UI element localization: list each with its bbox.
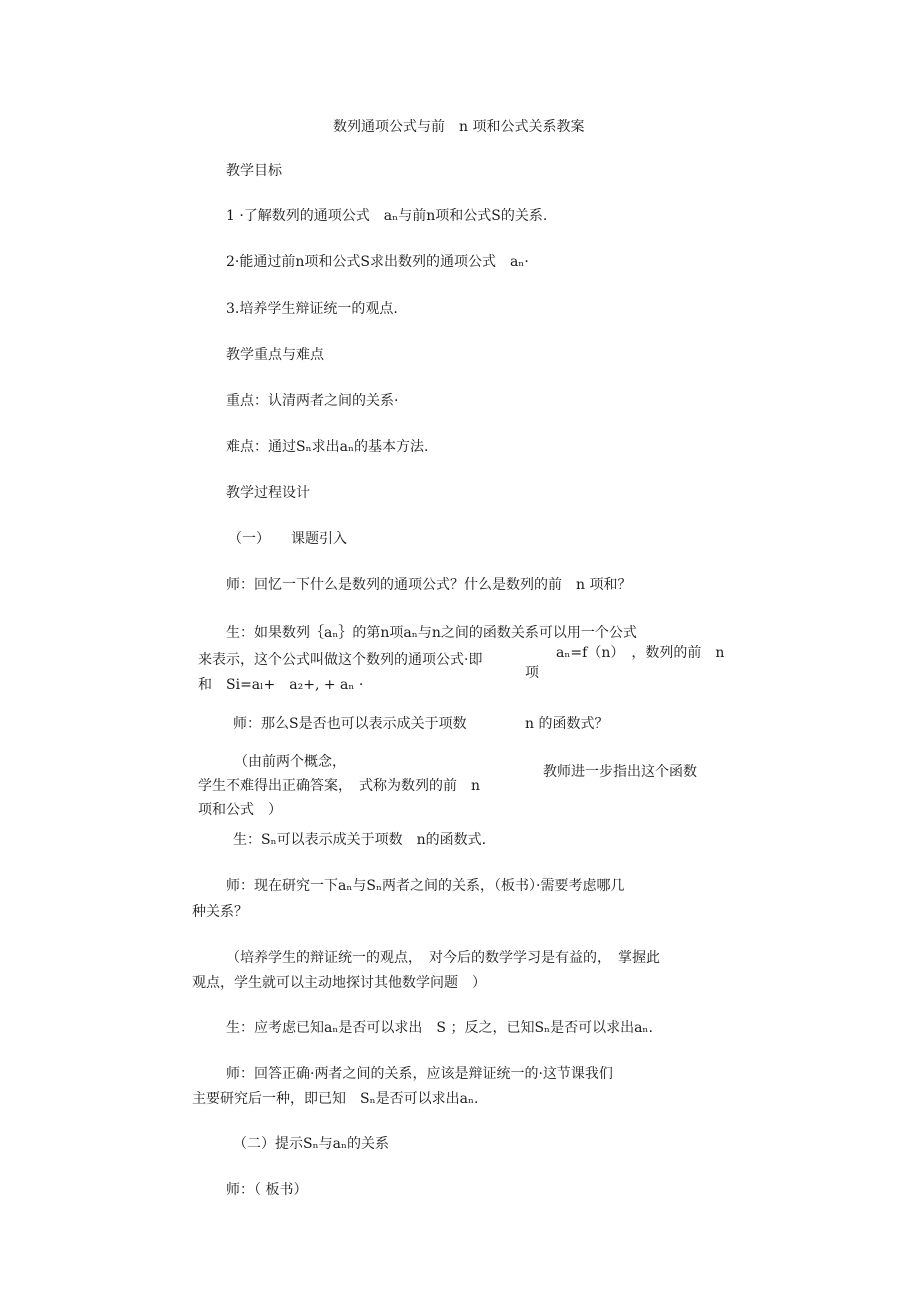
paragraph-teacher-confirm-line-1: 师：回答正确·两者之间的关系，应该是辩证统一的·这节课我们	[226, 1066, 613, 1082]
section-1-heading: （一） 课题引入	[228, 531, 347, 547]
paragraph-teacher-relation-line-2: 种关系？	[192, 904, 248, 920]
paragraph-student-line-1: 生：如果数列｛aₙ｝的第n项aₙ与n之间的函数关系可以用一个公式	[226, 625, 637, 641]
note-line-2: 学生不难得出正确答案， 式称为数列的前 n	[198, 778, 481, 794]
paragraph-teacher-question-2-left: 师：那么S是否也可以表示成关于项数	[233, 716, 467, 732]
paragraph-teacher-question-2-right: n 的函数式？	[525, 716, 609, 732]
heading-process: 教学过程设计	[226, 485, 310, 501]
note-dialectic-line-2: 观点，学生就可以主动地探讨其他数学问题 ）	[192, 975, 486, 991]
note-right-text: 教师进一步指出这个函数	[543, 764, 697, 780]
note-line-1: （由前两个概念，	[234, 754, 346, 770]
note-line-3: 项和公式 ）	[198, 802, 282, 818]
paragraph-student-formula: aₙ=f（n） ，数列的前 n	[556, 645, 725, 661]
goal-item-3: 3.培养学生辩证统一的观点.	[226, 301, 398, 317]
paragraph-student-answer: 生：Sₙ可以表示成关于项数 n的函数式.	[233, 832, 487, 848]
paragraph-teacher-board: 师：（ 板书）	[226, 1182, 308, 1198]
paragraph-student-line-3: 和 Si=aₗ+ a₂+, + aₙ ·	[198, 677, 364, 693]
difficulty-text: 难点：通过Sₙ求出aₙ的基本方法.	[226, 439, 429, 455]
heading-key-points: 教学重点与难点	[226, 347, 324, 363]
paragraph-teacher-relation-line-1: 师：现在研究一下aₙ与Sₙ两者之间的关系，（板书）·需要考虑哪几	[226, 878, 625, 894]
paragraph-student-consider: 生：应考虑已知aₙ是否可以求出 S ；反之，已知Sₙ是否可以求出aₙ.	[226, 1020, 653, 1036]
note-dialectic-line-1: （培养学生的辩证统一的观点， 对今后的数学学习是有益的， 掌握此	[226, 950, 660, 966]
paragraph-teacher-confirm-line-2: 主要研究后一种，即已知 Sₙ是否可以求出aₙ.	[192, 1091, 479, 1107]
key-point-text: 重点：认清两者之间的关系·	[226, 393, 399, 409]
heading-teaching-goals: 教学目标	[226, 163, 282, 179]
goal-item-1: 1 ·了解数列的通项公式 aₙ与前n项和公式S的关系.	[226, 208, 548, 224]
document-title: 数列通项公式与前 n 项和公式关系教案	[333, 119, 585, 135]
section-2-heading: （二）提示Sₙ与aₙ的关系	[233, 1136, 390, 1152]
paragraph-student-item-word: 项	[525, 665, 539, 681]
goal-item-2: 2·能通过前n项和公式S求出数列的通项公式 aₙ·	[226, 254, 529, 270]
paragraph-teacher-question: 师：回忆一下什么是数列的通项公式？什么是数列的前 n 项和？	[226, 577, 632, 593]
paragraph-student-line-2: 来表示，这个公式叫做这个数列的通项公式·即	[198, 652, 483, 668]
